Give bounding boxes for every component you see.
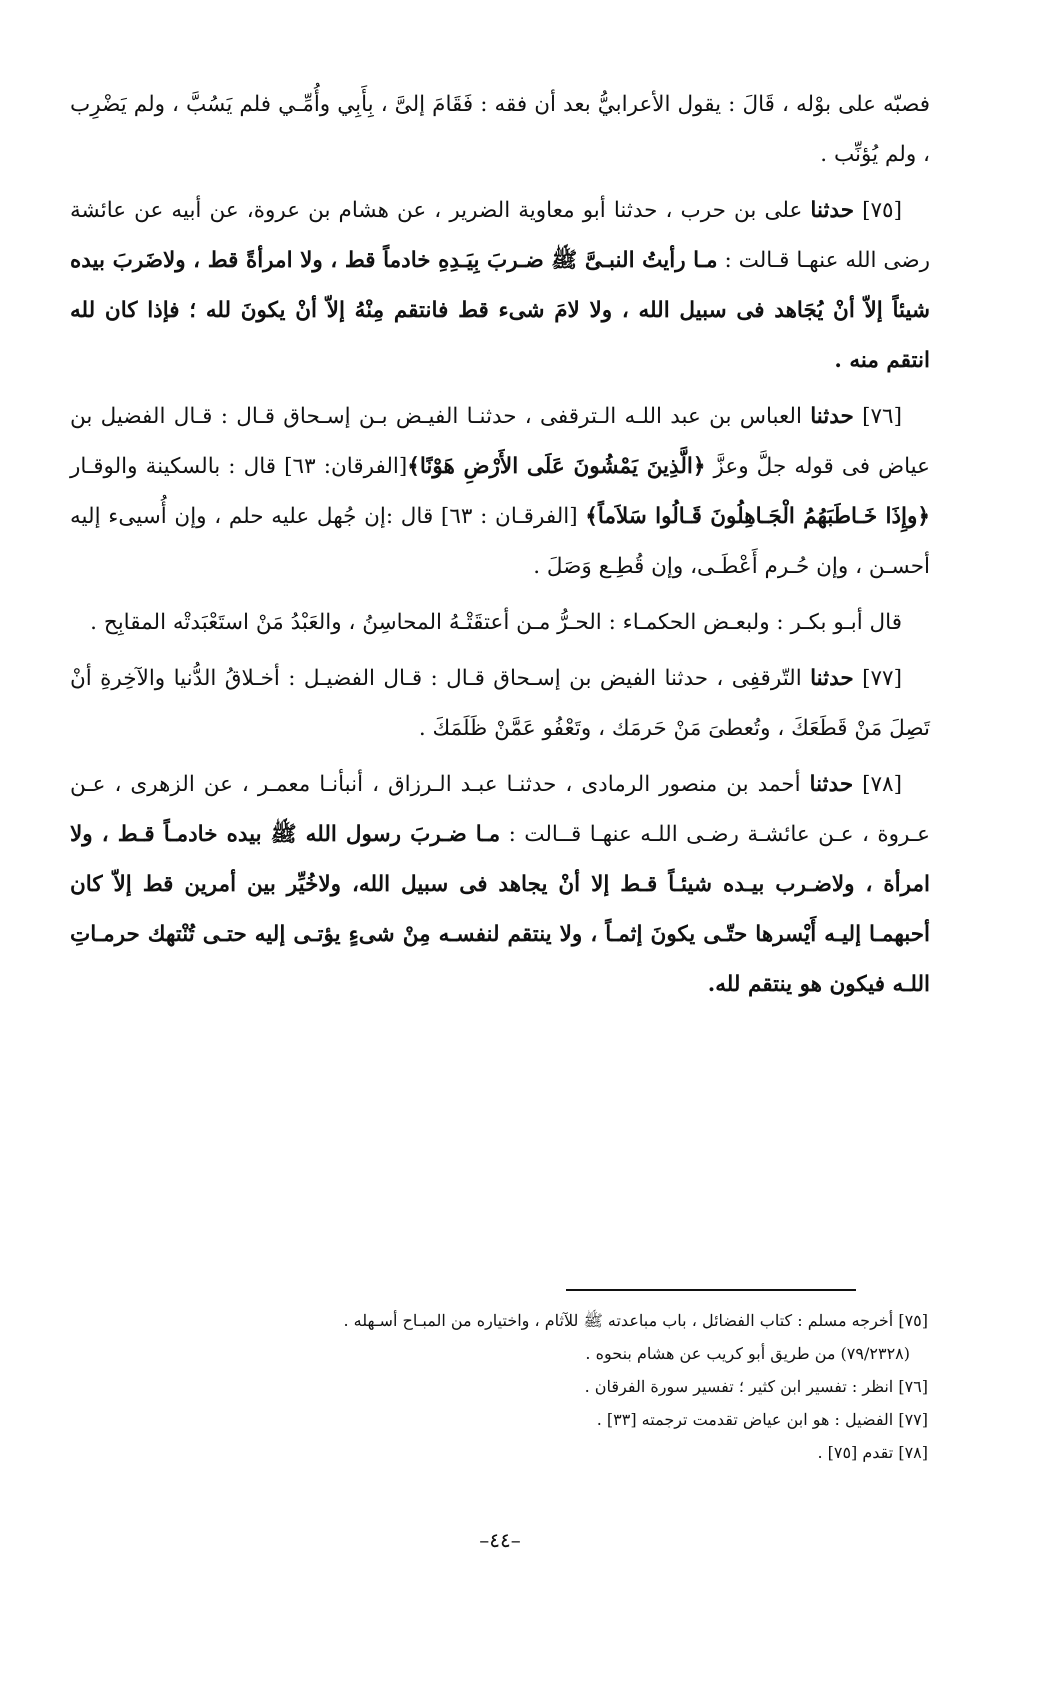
- bold-text: مـا ضـربَ رسول الله ﷺ بيده خادمـاً قـط ، ولا امرأة ، ولاضـرب بيـده شيئـاً قـط إلا أنْ يجاهد فى سبيل الله، ولاخُيِّر بين أمرين قط إلاّ كان أحبهمـا إليـه أَيْسرها حتّـى يكونَ إثمـاً ، ولا ينتقم لنفسـه مِنْ شىءٍ يؤتـى إليه حتـى تُنْتهك حرمـاتِ اللـه فيكون هو ينتقم لله.: [70, 822, 930, 997]
- footnote: [٧٥] أخرجه مسلم : كتاب الفضائل ، باب مباعدته ﷺ للآثام ، واختياره من المبـاح أسـهله .: [343, 1311, 928, 1330]
- body-text: على بن حرب ، حدثنا أبو معاوية الضرير ، عن هشام بن عروة، عن أبيه عن عائشة رضى الله عنهـا قـالت :: [70, 198, 930, 273]
- paragraph-p75: [70, 186, 930, 386]
- bold-text: حدثنا: [810, 666, 854, 691]
- bold-text: حدثنا: [810, 404, 854, 429]
- body-text: أحمد بن منصور الرمادى ، حدثنـا عبـد الـرزاق ، أنبأنـا معمـر ، عن الزهرى ، عـن عـروة ، عـن عائشـة رضـى اللـه عنهـا قــالت :: [70, 772, 930, 847]
- paragraph-pq: [70, 598, 930, 648]
- bold-text: مـا رأيتُ النبـىَّ ﷺ ضـربَ بِيَـدِهِ خادماً قط ، ولا امرأةً قط ، ولاضَربَ بيده شيئاً إلاّ أنْ يُجَاهد فى سبيل الله ، ولا لامَ شىء قط فانتقم مِنْهُ إلاّ أنْ يكونَ لله ؛ فإذا كان لله انتقم منه .: [70, 248, 930, 373]
- body-text: [٧٨]: [853, 772, 902, 797]
- body-text: [٧٥]: [854, 198, 902, 223]
- paragraph-p76: [70, 392, 930, 592]
- footnote: (٧٩/٢٣٢٨) من طريق أبو كريب عن هشام بنحوه .: [585, 1344, 910, 1363]
- body-text: [٧٧]: [853, 666, 902, 691]
- bold-text: ﴿الَّذِينَ يَمْشُونَ عَلَى الأَرْضِ هَوْنًا﴾: [407, 454, 706, 479]
- footnotes: [120, 1304, 928, 1469]
- footnote: [٧٨] تقدم [٧٥] .: [817, 1443, 928, 1462]
- body-text: قال أبـو بكـر : ولبعـض الحكمـاء : الحـرُّ مـن أعتقَتْـهُ المحاسِنُ ، والعَبْدُ مَنْ استَعْبَدتْه المقابِح .: [90, 610, 902, 635]
- body-text: التّرقفِى ، حدثنا الفيض بن إسـحاق قـال : قـال الفضيـل : أخـلاقُ الدُّنيا والآخِرةِ أنْ تَصِلَ مَنْ قَطَعَكَ ، وتُعطىَ مَنْ حَرمَك ، وتَعْفُو عَمَّنْ ظَلَمَكَ .: [70, 666, 930, 741]
- footnote: [٧٦] انظر : تفسير ابن كثير ؛ تفسير سورة الفرقان .: [584, 1377, 928, 1396]
- main-text: [70, 80, 930, 1016]
- bold-text: ﴿وإِذَا خَـاطَبَهُمُ الْجَـاهِلُونَ قَـالُوا سَلاَماً﴾: [585, 504, 930, 529]
- paragraph-p1: [70, 80, 930, 180]
- page-number: –٤٤–: [479, 1528, 521, 1552]
- paragraph-p78: [70, 760, 930, 1010]
- body-text: [الفرقان: ٦٣] قال : بالسكينة والوقـار: [70, 454, 408, 479]
- paragraph-p77: [70, 654, 930, 754]
- bold-text: حدثنا: [809, 772, 854, 797]
- body-text: [الفرقـان : ٦٣] قال :إن جُهل عليه حلم ، وإن أُسيىء إليه أحسـن ، وإن حُـرم أَعْطَـى، وإن قُطِـع وَصَلَ .: [70, 504, 930, 579]
- bold-text: حدثنا: [810, 198, 855, 223]
- body-text: العباس بن عبد اللـه الـترقفى ، حدثنـا الفيـض بـن إسـحاق قـال : قـال الفضيل بن عياض فى قوله جلَّ وعزَّ: [70, 404, 930, 479]
- body-text: [٧٦]: [853, 404, 902, 429]
- footnote: [٧٧] الفضيل : هو ابن عياض تقدمت ترجمته [٣٣] .: [596, 1410, 928, 1429]
- footnote-separator: [566, 1289, 856, 1291]
- body-text: فصبّه على بوْله ، قَالَ : يقول الأعرابيُّ بعد أن فقه : فَقَامَ إلىَّ ، بِأَبِي وأُمِّـي فلم يَسُبَّ ، ولم يَضْرِب ، ولم يُؤنِّب .: [70, 92, 930, 167]
